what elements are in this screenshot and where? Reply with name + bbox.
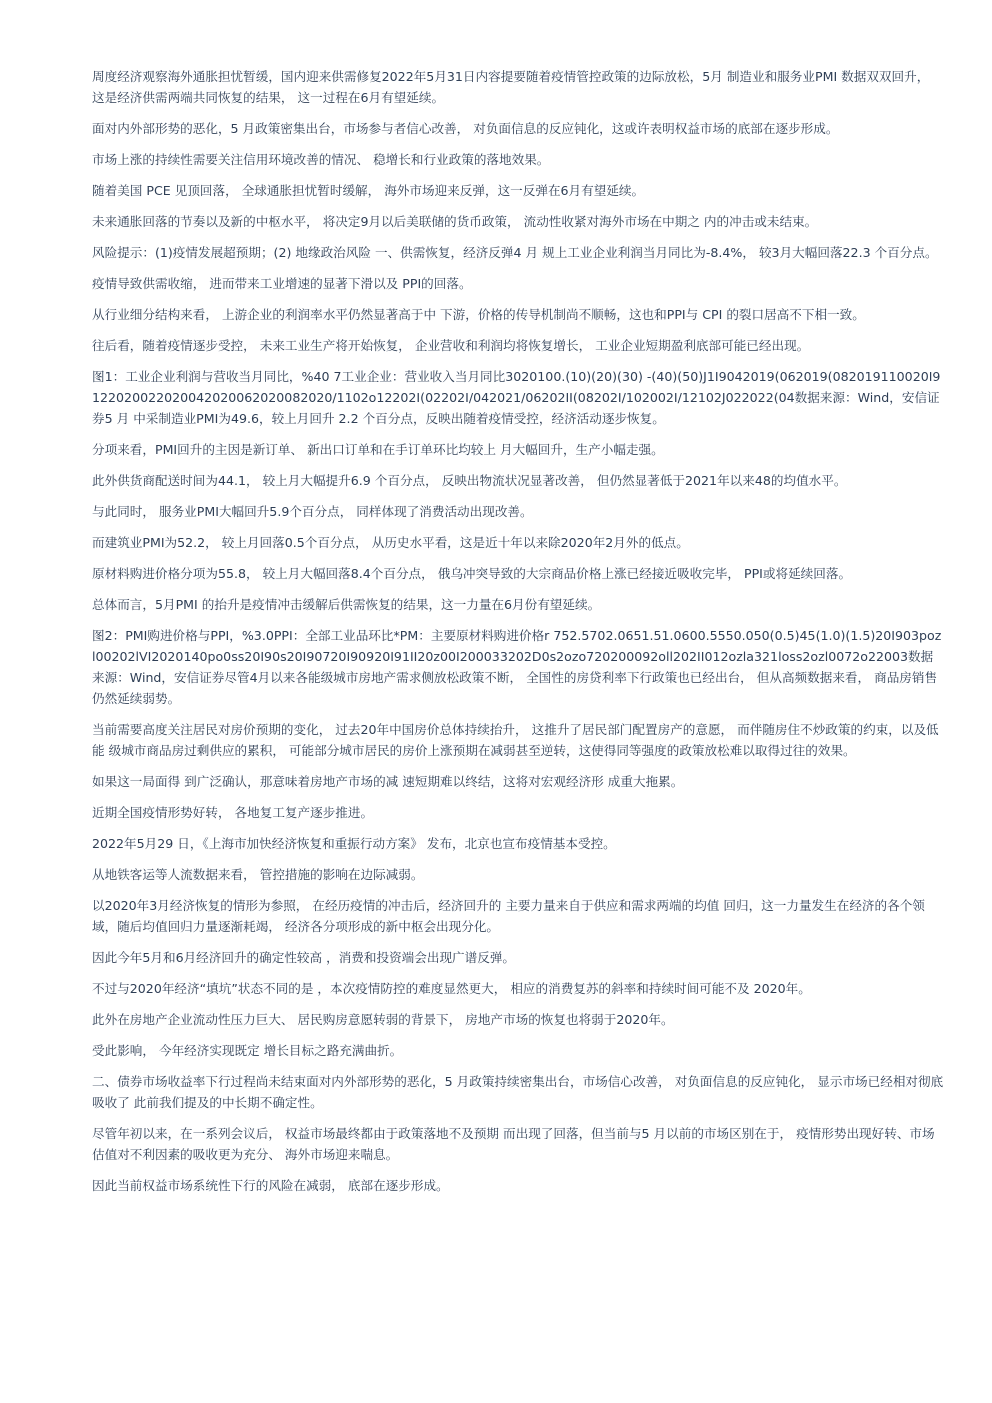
paragraph-5: 未来通胀回落的节奏以及新的中枢水平， 将决定9月以后美联储的货币政策， 流动性收紧对海外市场在中期之 内的冲击或未结束。 xyxy=(92,214,818,229)
paragraph-24: 因此今年5月和6月经济回升的确定性较高 ，消费和投资端会出现广谱反弹。 xyxy=(92,950,516,965)
paragraph-6: 风险提示：(1)疫情发展超预期；(2) 地缘政治风险 一、供需恢复，经济反弹4 月 规上工业企业利润当月同比为-8.4%， 较3月大幅回落22.3 个百分点。 xyxy=(92,245,938,260)
paragraph-25: 不过与2020年经济“填坑”状态不同的是 ，本次疫情防控的难度显然更大， 相应的消费复苏的斜率和持续时间可能不及 2020年。 xyxy=(92,981,811,996)
paragraph-13: 与此同时， 服务业PMI大幅回升5.9个百分点， 同样体现了消费活动出现改善。 xyxy=(92,504,533,519)
paragraph-21: 2022年5月29 日，《上海市加快经济恢复和重振行动方案》 发布，北京也宣布疫情基本受控。 xyxy=(92,836,616,851)
paragraph-3: 市场上涨的持续性需要关注信用环境改善的情况、 稳增长和行业政策的落地效果。 xyxy=(92,152,550,167)
paragraph-23: 以2020年3月经济恢复的情形为参照， 在经历疫情的冲击后，经济回升的 主要力量来自于供应和需求两端的均值 回归，这一力量发生在经济的各个领 域，随后均值回归力量逐渐耗竭， 经济各分项形成的新中枢会出现分化。 xyxy=(92,898,925,934)
paragraph-18: 当前需要高度关注居民对房价预期的变化， 过去20年中国房价总体持续抬升， 这推升了居民部门配置房产的意愿， 而伴随房住不炒政策的约束，以及低能 级城市商品房过剩供应的累积， 可能部分城市居民的房价上涨预期在减弱甚至逆转，这使得同等强度的政策放松难以取得过往的效果。 xyxy=(92,722,939,758)
paragraph-16: 总体而言，5月PMI 的抬升是疫情冲击缓解后供需恢复的结果，这一力量在6月份有望延续。 xyxy=(92,597,601,612)
paragraph-27: 受此影响， 今年经济实现既定 增长目标之路充满曲折。 xyxy=(92,1043,403,1058)
section-2-heading-paragraph: 二、债券市场收益率下行过程尚未结束面对内外部形势的恶化，5 月政策持续密集出台，市场信心改善， 对负面信息的反应钝化， 显示市场已经相对彻底吸收了 此前我们提及的中长期不确定性。 xyxy=(92,1074,944,1110)
paragraph-8: 从行业细分结构来看， 上游企业的利润率水平仍然显著高于中 下游，价格的传导机制尚不顺畅，这也和PPI与 CPI 的裂口居高不下相一致。 xyxy=(92,307,865,322)
paragraph-15: 原材料购进价格分项为55.8， 较上月大幅回落8.4个百分点， 俄乌冲突导致的大宗商品价格上涨已经接近吸收完毕， PPI或将延续回落。 xyxy=(92,566,852,581)
paragraph-1: 周度经济观察海外通胀担忧暂缓，国内迎来供需修复2022年5月31日内容提要随着疫情管控政策的边际放松，5月 制造业和服务业PMI 数据双双回升， 这是经济供需两端共同恢复的结果， 这一过程在6月有望延续。 xyxy=(92,69,930,105)
paragraph-29: 尽管年初以来，在一系列会议后， 权益市场最终都由于政策落地不及预期 而出现了回落，但当前与5 月以前的市场区别在于， 疫情形势出现好转、市场估值对不利因素的吸收更为充分、 海外市场迎来喘息。 xyxy=(92,1126,935,1162)
paragraph-26: 此外在房地产企业流动性压力巨大、 居民购房意愿转弱的背景下， 房地产市场的恢复也将弱于2020年。 xyxy=(92,1012,674,1027)
paragraph-9: 往后看，随着疫情逐步受控， 未来工业生产将开始恢复， 企业营收和利润均将恢复增长， 工业企业短期盈利底部可能已经出现。 xyxy=(92,338,810,353)
figure-1-caption: 图1：工业企业利润与营收当月同比，%40 7工业企业：营业收入当月同比3020100.(10)(20)(30) -(40)(50)J1I9042019(062019(082019110020I9122020022020042020062020082020/1102o12202I(02202I/042021/06202II(08202I/102002I/12102J022022(04数据来源：Wind，安信证券5 月 中采制造业PMI为49.6，较上月回升 2.2 个百分点，反映出随着疫情受控，经济活动逐步恢复。 xyxy=(92,369,941,426)
paragraph-14: 而建筑业PMI为52.2， 较上月回落0.5个百分点， 从历史水平看，这是近十年以来除2020年2月外的低点。 xyxy=(92,535,689,550)
paragraph-4: 随着美国 PCE 见顶回落， 全球通胀担忧暂时缓解， 海外市场迎来反弹，这一反弹在6月有望延续。 xyxy=(92,183,645,198)
figure-2-caption: 图2：PMI购进价格与PPI，%3.0PPI：全部工业品环比*PM：主要原材料购进价格r 752.5702.0651.51.0600.5550.050(0.5)45(1.0)(1.5)20I903pozl00202lVI2020140po0ss20I90s20I90720I90920I91II20z00I200033202D0s2ozo720200092oll202II012ozla321loss2ozl0072o22003数据来源：Wind，安信证券尽管4月以来各能级城市房地产需求侧放松政策不断， 全国性的房贷利率下行政策也已经出台， 但从高频数据来看， 商品房销售仍然延续弱势。 xyxy=(92,628,942,706)
paragraph-12: 此外供货商配送时间为44.1， 较上月大幅提升6.9 个百分点， 反映出物流状况显著改善， 但仍然显著低于2021年以来48的均值水平。 xyxy=(92,473,847,488)
paragraph-11: 分项来看，PMI回升的主因是新订单、 新出口订单和在手订单环比均较上 月大幅回升，生产小幅走强。 xyxy=(92,442,664,457)
paragraph-22: 从地铁客运等人流数据来看， 管控措施的影响在边际减弱。 xyxy=(92,867,424,882)
paragraph-30: 因此当前权益市场系统性下行的风险在减弱， 底部在逐步形成。 xyxy=(92,1178,449,1193)
paragraph-7: 疫情导致供需收缩， 进而带来工业增速的显著下滑以及 PPI的回落。 xyxy=(92,276,472,291)
paragraph-20: 近期全国疫情形势好转， 各地复工复产逐步推进。 xyxy=(92,805,374,820)
paragraph-19: 如果这一局面得 到广泛确认，那意味着房地产市场的减 速短期难以终结，这将对宏观经济形 成重大拖累。 xyxy=(92,774,684,789)
document-body xyxy=(92,66,944,1206)
paragraph-2: 面对内外部形势的恶化，5 月政策密集出台，市场参与者信心改善， 对负面信息的反应钝化，这或许表明权益市场的底部在逐步形成。 xyxy=(92,121,839,136)
